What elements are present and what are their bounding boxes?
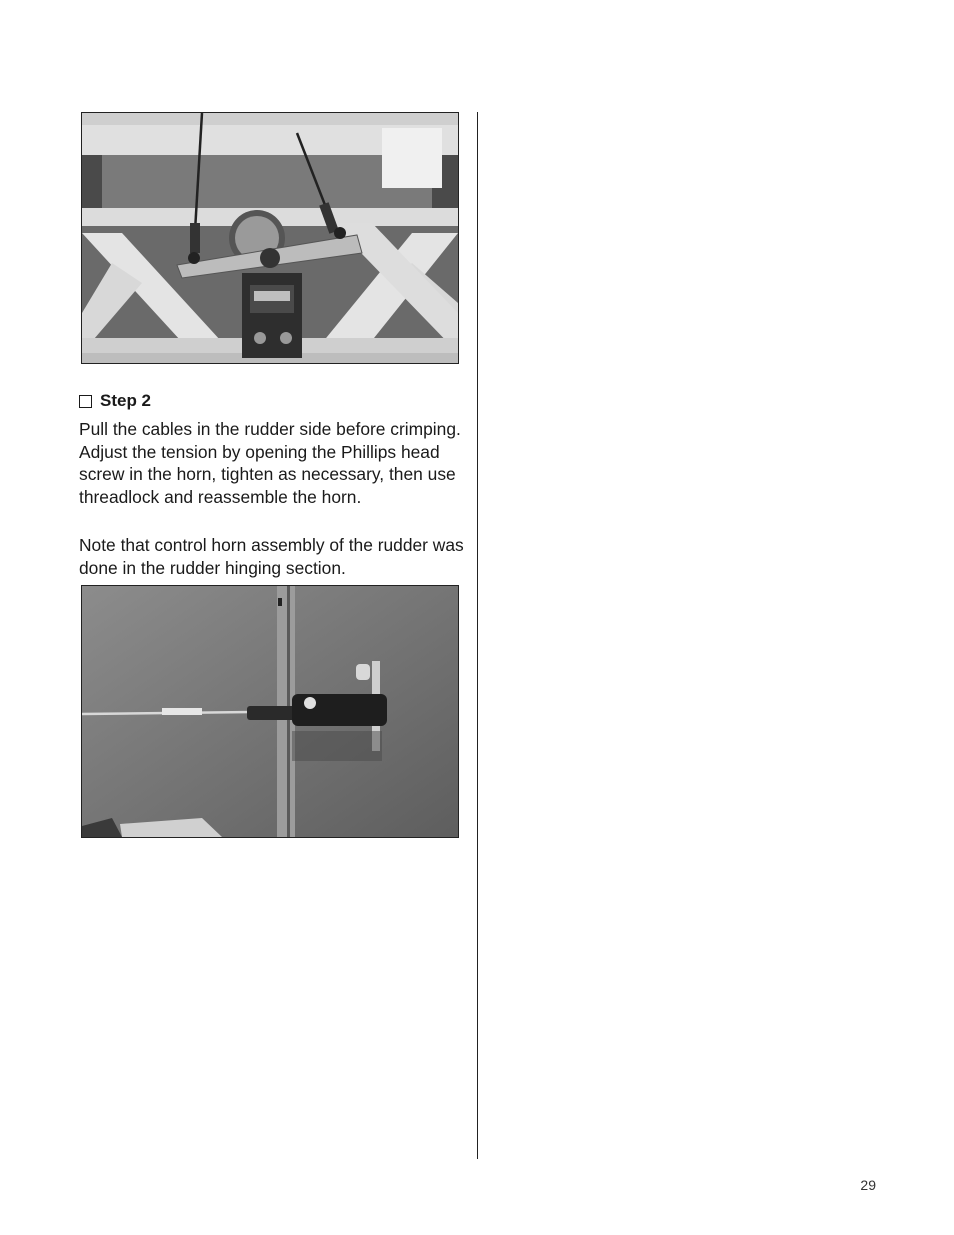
servo-cables-photo xyxy=(81,112,459,364)
step-heading xyxy=(79,390,151,412)
step-note: Note that control horn assembly of the rudder was done in the rudder hinging section. xyxy=(79,535,464,578)
page-number: 29 xyxy=(860,1177,876,1193)
step-instruction: Pull the cables in the rudder side before crimping. Adjust the tension by opening the Phillips head screw in the horn, tighten as necessary, then use threadlock and reassemble the horn. xyxy=(79,419,461,507)
rudder-horn-photo xyxy=(81,585,459,838)
step-label: Step 2 xyxy=(100,391,152,410)
checkbox-icon[interactable] xyxy=(79,395,92,408)
column-divider xyxy=(477,112,478,1159)
